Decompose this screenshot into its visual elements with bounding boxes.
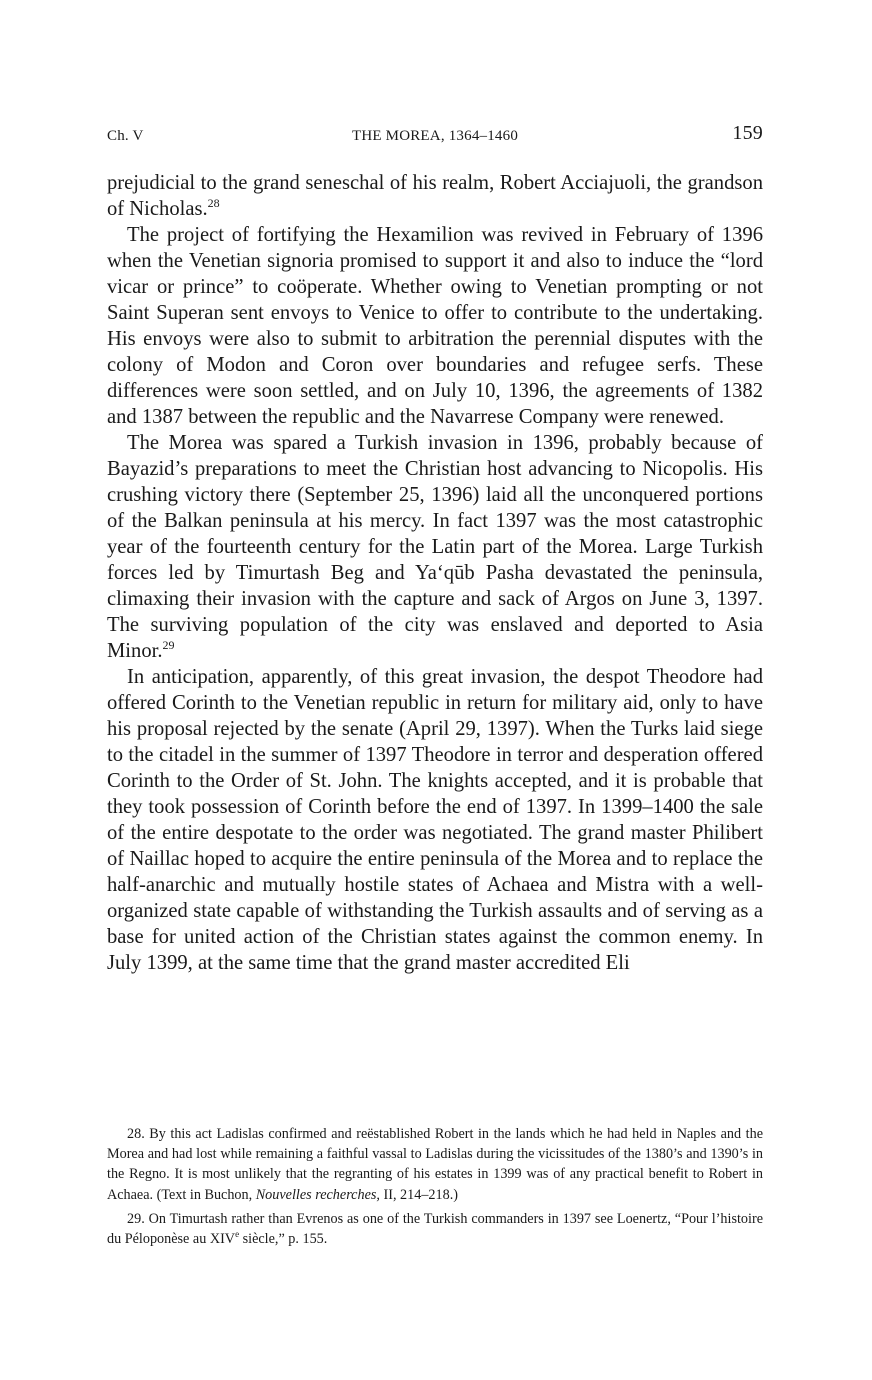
paragraph-continued — [107, 170, 763, 222]
paragraph-text: prejudicial to the grand seneschal of his realm, Robert Acciajuoli, the grandson of Nicholas. — [107, 172, 763, 220]
page-number: 159 — [732, 122, 763, 144]
footnote-book-title: Nouvelles recherches, — [255, 1186, 380, 1203]
century-superscript: e — [235, 1229, 240, 1240]
main-text — [107, 170, 763, 976]
footnote-28 — [107, 1124, 763, 1205]
paragraph-corinth: In anticipation, apparently, of this great invasion, the despot Theodore had offered Corinth to the Venetian republic in return for military aid, only to have his proposal rejected by the senate (April 29, 1397). When the Turks laid siege to the citadel in the summer of 1397 Theodore in terror and desperation offered Corinth to the Order of St. John. The knights accepted, and it is probable that they took possession of Corinth before the end of 1397. In 1399–1400 the sale of the entire despotate to the order was negotiated. The grand master Philibert of Naillac hoped to acquire the entire peninsula of the Morea and to replace the half-anarchic and mutually hostile states of Achaea and Mistra with a well-organized state capable of withstanding the Turkish assaults and of serving as a base for united action of the Christian states against the common enemy. In July 1399, at the same time that the grand master accredited Eli — [107, 666, 763, 974]
running-head — [107, 122, 763, 149]
paragraph-invasion — [107, 430, 763, 664]
footnote-ref-29[interactable]: 29 — [162, 638, 175, 652]
footnote-text: 29. On Timurtash rather than Evrenos as one of the Turkish commanders in 1397 see Loenertz, “Pour l’histoire du Péloponèse au XIV — [107, 1210, 763, 1248]
footnote-text: 28. By this act Ladislas confirmed and reëstablished Robert in the lands which he had held in Naples and the Morea and had lost while remaining a faithful vassal to Ladislas during the vicissitudes of the 1380’s and 1390’s in the Regno. It is most unlikely that the regranting of his estates in 1399 was of any practical benefit to Robert in Achaea. (Text in Buchon, — [107, 1126, 763, 1203]
footnotes — [107, 1124, 763, 1249]
running-title: THE MOREA, 1364–1460 — [351, 128, 519, 144]
paragraph-hexamilion: The project of fortifying the Hexamilion was revived in February of 1396 when the Venetian signoria promised to support it and also to induce the “lord vicar or prince” to coöperate. Whether owing to Venetian prompting or not Saint Superan sent envoys to Venice to offer to contribute to the undertaking. His envoys were also to submit to arbitration the perennial disputes with the colony of Modon and Coron over boundaries and refugee serfs. These differences were soon settled, and on July 10, 1396, the agreements of 1382 and 1387 between the republic and the Navarrese Company were renewed. — [107, 224, 763, 428]
footnote-text: siècle,” p. 155. — [239, 1231, 328, 1248]
chapter-label: Ch. V — [107, 128, 144, 144]
footnote-29 — [107, 1209, 763, 1249]
footnote-ref-28[interactable]: 28 — [207, 196, 220, 210]
paragraph-text: The Morea was spared a Turkish invasion in 1396, probably because of Bayazid’s preparations to meet the Christian host advancing to Nicopolis. His crushing victory there (September 25, 1396) laid all the unconquered portions of the Balkan peninsula at his mercy. In fact 1397 was the most catastrophic year of the fourteenth century for the Latin part of the Morea. Large Turkish forces led by Timurtash Beg and Ya‘qūb Pasha devastated the peninsula, climaxing their invasion with the capture and sack of Argos on June 3, 1397. The surviving population of the city was enslaved and deported to Asia Minor. — [107, 432, 763, 662]
footnote-text: II, 214–218.) — [379, 1186, 458, 1203]
